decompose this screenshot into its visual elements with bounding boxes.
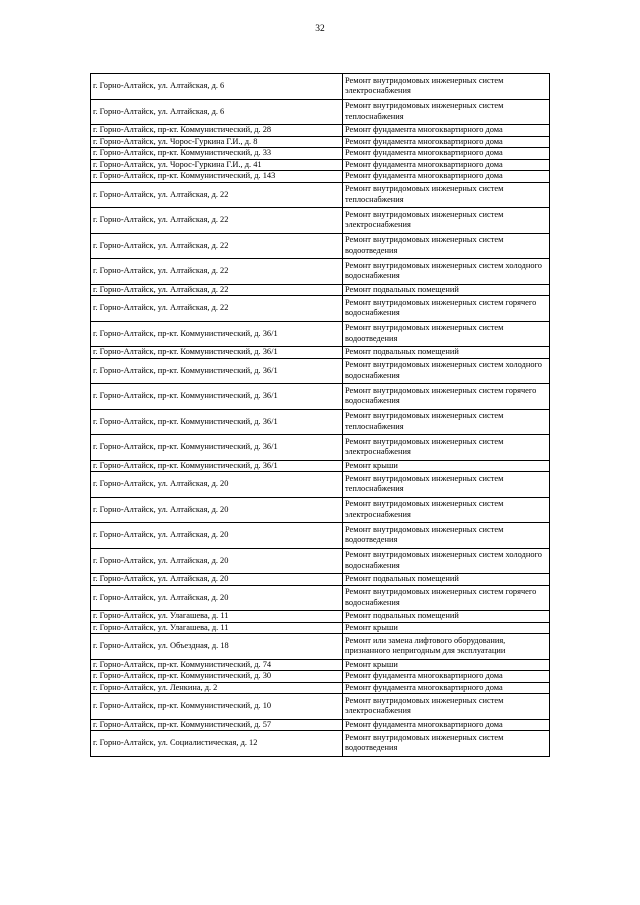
table-row bbox=[91, 358, 550, 384]
table-row bbox=[91, 460, 550, 472]
table-row bbox=[91, 74, 550, 100]
address-cell: г. Горно-Алтайск, пр-кт. Коммунистический, д. 36/1 bbox=[91, 460, 343, 472]
table-row bbox=[91, 611, 550, 623]
work-type-cell: Ремонт внутридомовых инженерных систем теплоснабжения bbox=[343, 409, 550, 435]
address-cell: г. Горно-Алтайск, ул. Алтайская, д. 22 bbox=[91, 284, 343, 296]
table-row bbox=[91, 259, 550, 285]
address-cell: г. Горно-Алтайск, ул. Алтайская, д. 22 bbox=[91, 259, 343, 285]
table-row bbox=[91, 384, 550, 410]
work-type-cell: Ремонт внутридомовых инженерных систем водоотведения bbox=[343, 731, 550, 757]
table-row bbox=[91, 634, 550, 660]
work-type-cell: Ремонт крыши bbox=[343, 460, 550, 472]
table-row bbox=[91, 671, 550, 683]
address-cell: г. Горно-Алтайск, ул. Алтайская, д. 22 bbox=[91, 296, 343, 322]
work-type-cell: Ремонт фундамента многоквартирного дома bbox=[343, 148, 550, 160]
table-row bbox=[91, 548, 550, 574]
work-type-cell: Ремонт или замена лифтового оборудования, признанного непригодным для эксплуатации bbox=[343, 634, 550, 660]
work-type-cell: Ремонт внутридомовых инженерных систем холодного водоснабжения bbox=[343, 358, 550, 384]
address-cell: г. Горно-Алтайск, пр-кт. Коммунистический, д. 36/1 bbox=[91, 347, 343, 359]
work-type-cell: Ремонт подвальных помещений bbox=[343, 347, 550, 359]
address-cell: г. Горно-Алтайск, ул. Социалистическая, д. 12 bbox=[91, 731, 343, 757]
address-cell: г. Горно-Алтайск, пр-кт. Коммунистический, д. 57 bbox=[91, 719, 343, 731]
work-type-cell: Ремонт фундамента многоквартирного дома bbox=[343, 125, 550, 137]
table-row bbox=[91, 99, 550, 125]
table-row bbox=[91, 159, 550, 171]
table-row bbox=[91, 284, 550, 296]
work-type-cell: Ремонт внутридомовых инженерных систем водоотведения bbox=[343, 321, 550, 347]
work-type-cell: Ремонт подвальных помещений bbox=[343, 611, 550, 623]
address-cell: г. Горно-Алтайск, пр-кт. Коммунистический, д. 36/1 bbox=[91, 321, 343, 347]
address-cell: г. Горно-Алтайск, пр-кт. Коммунистический, д. 36/1 bbox=[91, 409, 343, 435]
address-cell: г. Горно-Алтайск, ул. Алтайская, д. 22 bbox=[91, 208, 343, 234]
repair-works-table bbox=[90, 73, 550, 757]
work-type-cell: Ремонт внутридомовых инженерных систем холодного водоснабжения bbox=[343, 548, 550, 574]
work-type-cell: Ремонт фундамента многоквартирного дома bbox=[343, 159, 550, 171]
work-type-cell: Ремонт внутридомовых инженерных систем горячего водоснабжения bbox=[343, 585, 550, 611]
table-row bbox=[91, 125, 550, 137]
address-cell: г. Горно-Алтайск, пр-кт. Коммунистический, д. 10 bbox=[91, 694, 343, 720]
work-type-cell: Ремонт внутридомовых инженерных систем горячего водоснабжения bbox=[343, 384, 550, 410]
address-cell: г. Горно-Алтайск, ул. Улагашева, д. 11 bbox=[91, 611, 343, 623]
table-row bbox=[91, 409, 550, 435]
work-type-cell: Ремонт крыши bbox=[343, 659, 550, 671]
work-type-cell: Ремонт крыши bbox=[343, 622, 550, 634]
work-type-cell: Ремонт фундамента многоквартирного дома bbox=[343, 171, 550, 183]
address-cell: г. Горно-Алтайск, ул. Алтайская, д. 22 bbox=[91, 233, 343, 259]
address-cell: г. Горно-Алтайск, пр-кт. Коммунистический, д. 30 bbox=[91, 671, 343, 683]
work-type-cell: Ремонт фундамента многоквартирного дома bbox=[343, 719, 550, 731]
table-row bbox=[91, 136, 550, 148]
work-type-cell: Ремонт фундамента многоквартирного дома bbox=[343, 671, 550, 683]
table-row bbox=[91, 233, 550, 259]
table-row bbox=[91, 682, 550, 694]
table-body bbox=[91, 74, 550, 757]
table-row bbox=[91, 208, 550, 234]
work-type-cell: Ремонт внутридомовых инженерных систем теплоснабжения bbox=[343, 472, 550, 498]
address-cell: г. Горно-Алтайск, ул. Ленкина, д. 2 bbox=[91, 682, 343, 694]
table-row bbox=[91, 574, 550, 586]
address-cell: г. Горно-Алтайск, ул. Алтайская, д. 20 bbox=[91, 497, 343, 523]
address-cell: г. Горно-Алтайск, ул. Алтайская, д. 22 bbox=[91, 182, 343, 208]
table-row bbox=[91, 148, 550, 160]
table-row bbox=[91, 719, 550, 731]
table-row bbox=[91, 731, 550, 757]
address-cell: г. Горно-Алтайск, пр-кт. Коммунистический, д. 33 bbox=[91, 148, 343, 160]
address-cell: г. Горно-Алтайск, пр-кт. Коммунистический, д. 36/1 bbox=[91, 358, 343, 384]
table-row bbox=[91, 321, 550, 347]
work-type-cell: Ремонт внутридомовых инженерных систем холодного водоснабжения bbox=[343, 259, 550, 285]
table-row bbox=[91, 622, 550, 634]
work-type-cell: Ремонт внутридомовых инженерных систем теплоснабжения bbox=[343, 99, 550, 125]
table-row bbox=[91, 472, 550, 498]
table-row bbox=[91, 347, 550, 359]
address-cell: г. Горно-Алтайск, ул. Объездная, д. 18 bbox=[91, 634, 343, 660]
work-type-cell: Ремонт внутридомовых инженерных систем электроснабжения bbox=[343, 694, 550, 720]
table-row bbox=[91, 182, 550, 208]
address-cell: г. Горно-Алтайск, пр-кт. Коммунистический, д. 36/1 bbox=[91, 384, 343, 410]
table-row bbox=[91, 497, 550, 523]
work-type-cell: Ремонт фундамента многоквартирного дома bbox=[343, 682, 550, 694]
table-row bbox=[91, 585, 550, 611]
work-type-cell: Ремонт внутридомовых инженерных систем теплоснабжения bbox=[343, 182, 550, 208]
address-cell: г. Горно-Алтайск, ул. Чорос-Гуркина Г.И., д. 8 bbox=[91, 136, 343, 148]
address-cell: г. Горно-Алтайск, ул. Чорос-Гуркина Г.И., д. 41 bbox=[91, 159, 343, 171]
address-cell: г. Горно-Алтайск, ул. Алтайская, д. 20 bbox=[91, 548, 343, 574]
work-type-cell: Ремонт внутридомовых инженерных систем электроснабжения bbox=[343, 435, 550, 461]
address-cell: г. Горно-Алтайск, ул. Алтайская, д. 20 bbox=[91, 585, 343, 611]
table-row bbox=[91, 659, 550, 671]
address-cell: г. Горно-Алтайск, ул. Алтайская, д. 6 bbox=[91, 99, 343, 125]
work-type-cell: Ремонт фундамента многоквартирного дома bbox=[343, 136, 550, 148]
table-row bbox=[91, 171, 550, 183]
address-cell: г. Горно-Алтайск, ул. Улагашева, д. 11 bbox=[91, 622, 343, 634]
work-type-cell: Ремонт внутридомовых инженерных систем электроснабжения bbox=[343, 74, 550, 100]
table-row bbox=[91, 694, 550, 720]
address-cell: г. Горно-Алтайск, ул. Алтайская, д. 20 bbox=[91, 472, 343, 498]
table-row bbox=[91, 296, 550, 322]
work-type-cell: Ремонт подвальных помещений bbox=[343, 574, 550, 586]
address-cell: г. Горно-Алтайск, пр-кт. Коммунистический, д. 36/1 bbox=[91, 435, 343, 461]
address-cell: г. Горно-Алтайск, ул. Алтайская, д. 6 bbox=[91, 74, 343, 100]
table-row bbox=[91, 523, 550, 549]
page-number: 32 bbox=[315, 24, 325, 34]
work-type-cell: Ремонт внутридомовых инженерных систем водоотведения bbox=[343, 233, 550, 259]
work-type-cell: Ремонт внутридомовых инженерных систем электроснабжения bbox=[343, 497, 550, 523]
address-cell: г. Горно-Алтайск, пр-кт. Коммунистический, д. 74 bbox=[91, 659, 343, 671]
address-cell: г. Горно-Алтайск, пр-кт. Коммунистический, д. 28 bbox=[91, 125, 343, 137]
work-type-cell: Ремонт внутридомовых инженерных систем водоотведения bbox=[343, 523, 550, 549]
table-row bbox=[91, 435, 550, 461]
address-cell: г. Горно-Алтайск, ул. Алтайская, д. 20 bbox=[91, 574, 343, 586]
work-type-cell: Ремонт подвальных помещений bbox=[343, 284, 550, 296]
address-cell: г. Горно-Алтайск, ул. Алтайская, д. 20 bbox=[91, 523, 343, 549]
address-cell: г. Горно-Алтайск, пр-кт. Коммунистический, д. 143 bbox=[91, 171, 343, 183]
work-type-cell: Ремонт внутридомовых инженерных систем электроснабжения bbox=[343, 208, 550, 234]
work-type-cell: Ремонт внутридомовых инженерных систем горячего водоснабжения bbox=[343, 296, 550, 322]
